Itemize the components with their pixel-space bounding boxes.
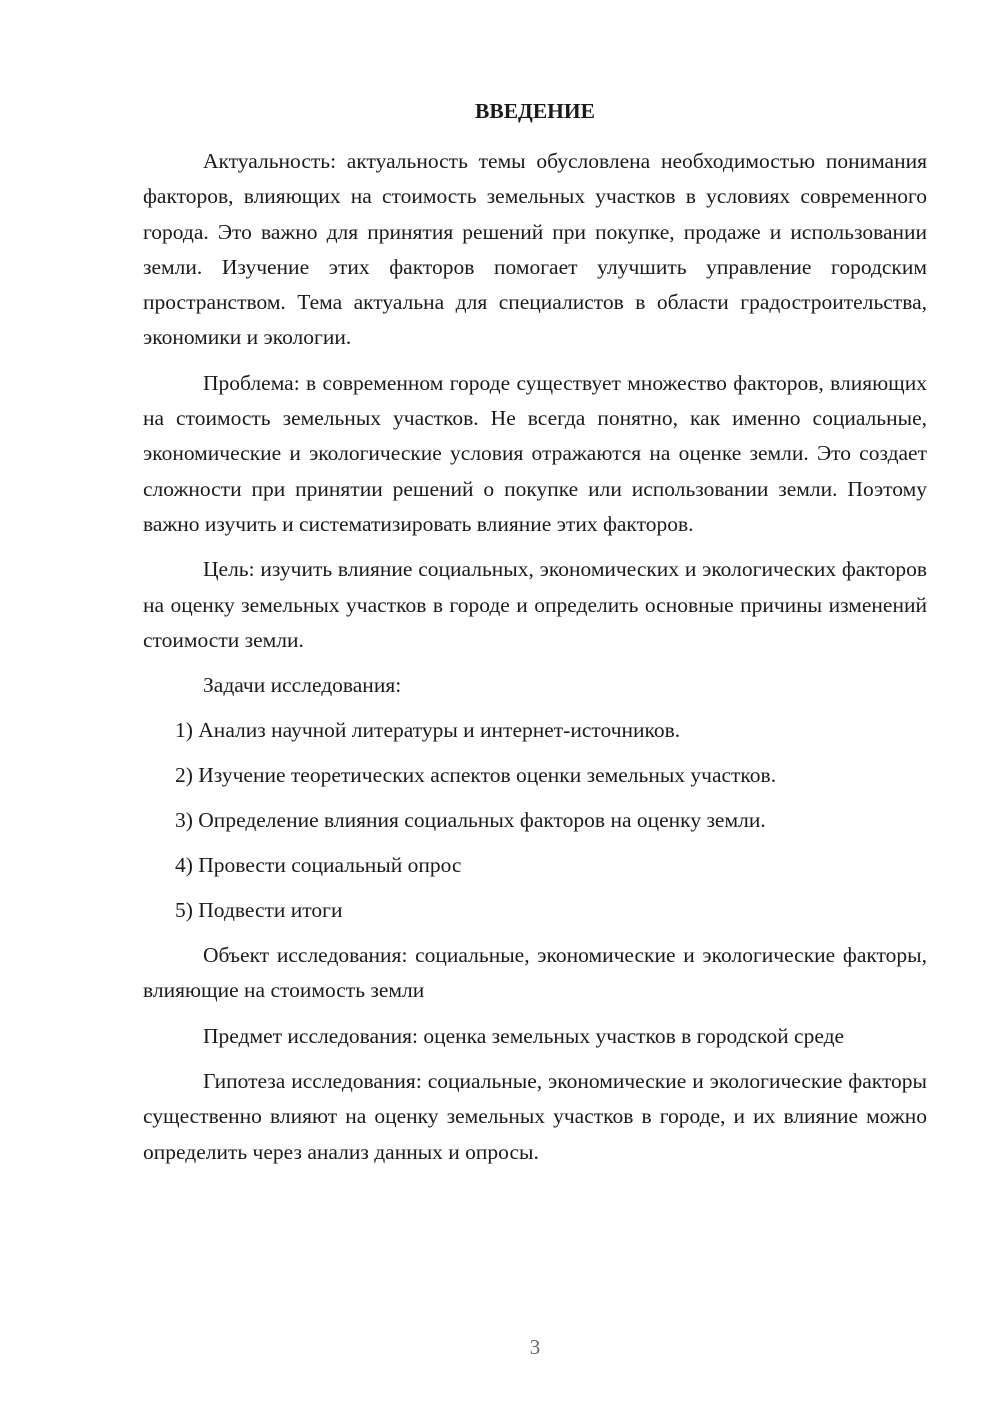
problem-paragraph: Проблема: в современном городе существует множество факторов, влияющих на стоимость земельных участков. Не всегда понятно, как именно социальные, экономические и экологические условия отражаются на оценке земли. Это создает сложности при принятии решений о покупке или использовании земли. Поэтому важно изучить и систематизировать влияние этих факторов. [143,370,927,536]
tasks-heading: Задачи исследования: [203,673,402,698]
task-item-2: 2) Изучение теоретических аспектов оценки земельных участков. [175,763,777,788]
task-item-5: 5) Подвести итоги [175,898,343,923]
goal-paragraph: Цель: изучить влияние социальных, экономических и экологических факторов на оценку земельных участков в городе и определить основные причины изменений стоимости земли. [143,557,927,652]
task-item-3: 3) Определение влияния социальных факторов на оценку земли. [175,808,766,833]
task-item-1: 1) Анализ научной литературы и интернет-источников. [175,718,681,743]
relevance-paragraph: Актуальность: актуальность темы обусловлена необходимостью понимания факторов, влияющих на стоимость земельных участков в условиях современного города. Это важно для принятия решений при покупке, продаже и использовании земли. Изучение этих факторов помогает улучшить управление городским пространством. Тема актуальна для специалистов в области градостроительства, экономики и экологии. [143,149,927,350]
task-item-4: 4) Провести социальный опрос [175,853,462,878]
object-paragraph: Объект исследования: социальные, экономические и экологические факторы, влияющие на стоимость земли [143,943,927,1003]
subject-paragraph: Предмет исследования: оценка земельных участков в городской среде [203,1023,845,1048]
page-content [143,94,927,1180]
hypothesis-paragraph: Гипотеза исследования: социальные, экономические и экологические факторы существенно влияют на оценку земельных участков в городе, и их влияние можно определить через анализ данных и опросы. [143,1069,927,1164]
page-number: 3 [529,1335,541,1359]
page-title: ВВЕДЕНИЕ [475,99,595,123]
